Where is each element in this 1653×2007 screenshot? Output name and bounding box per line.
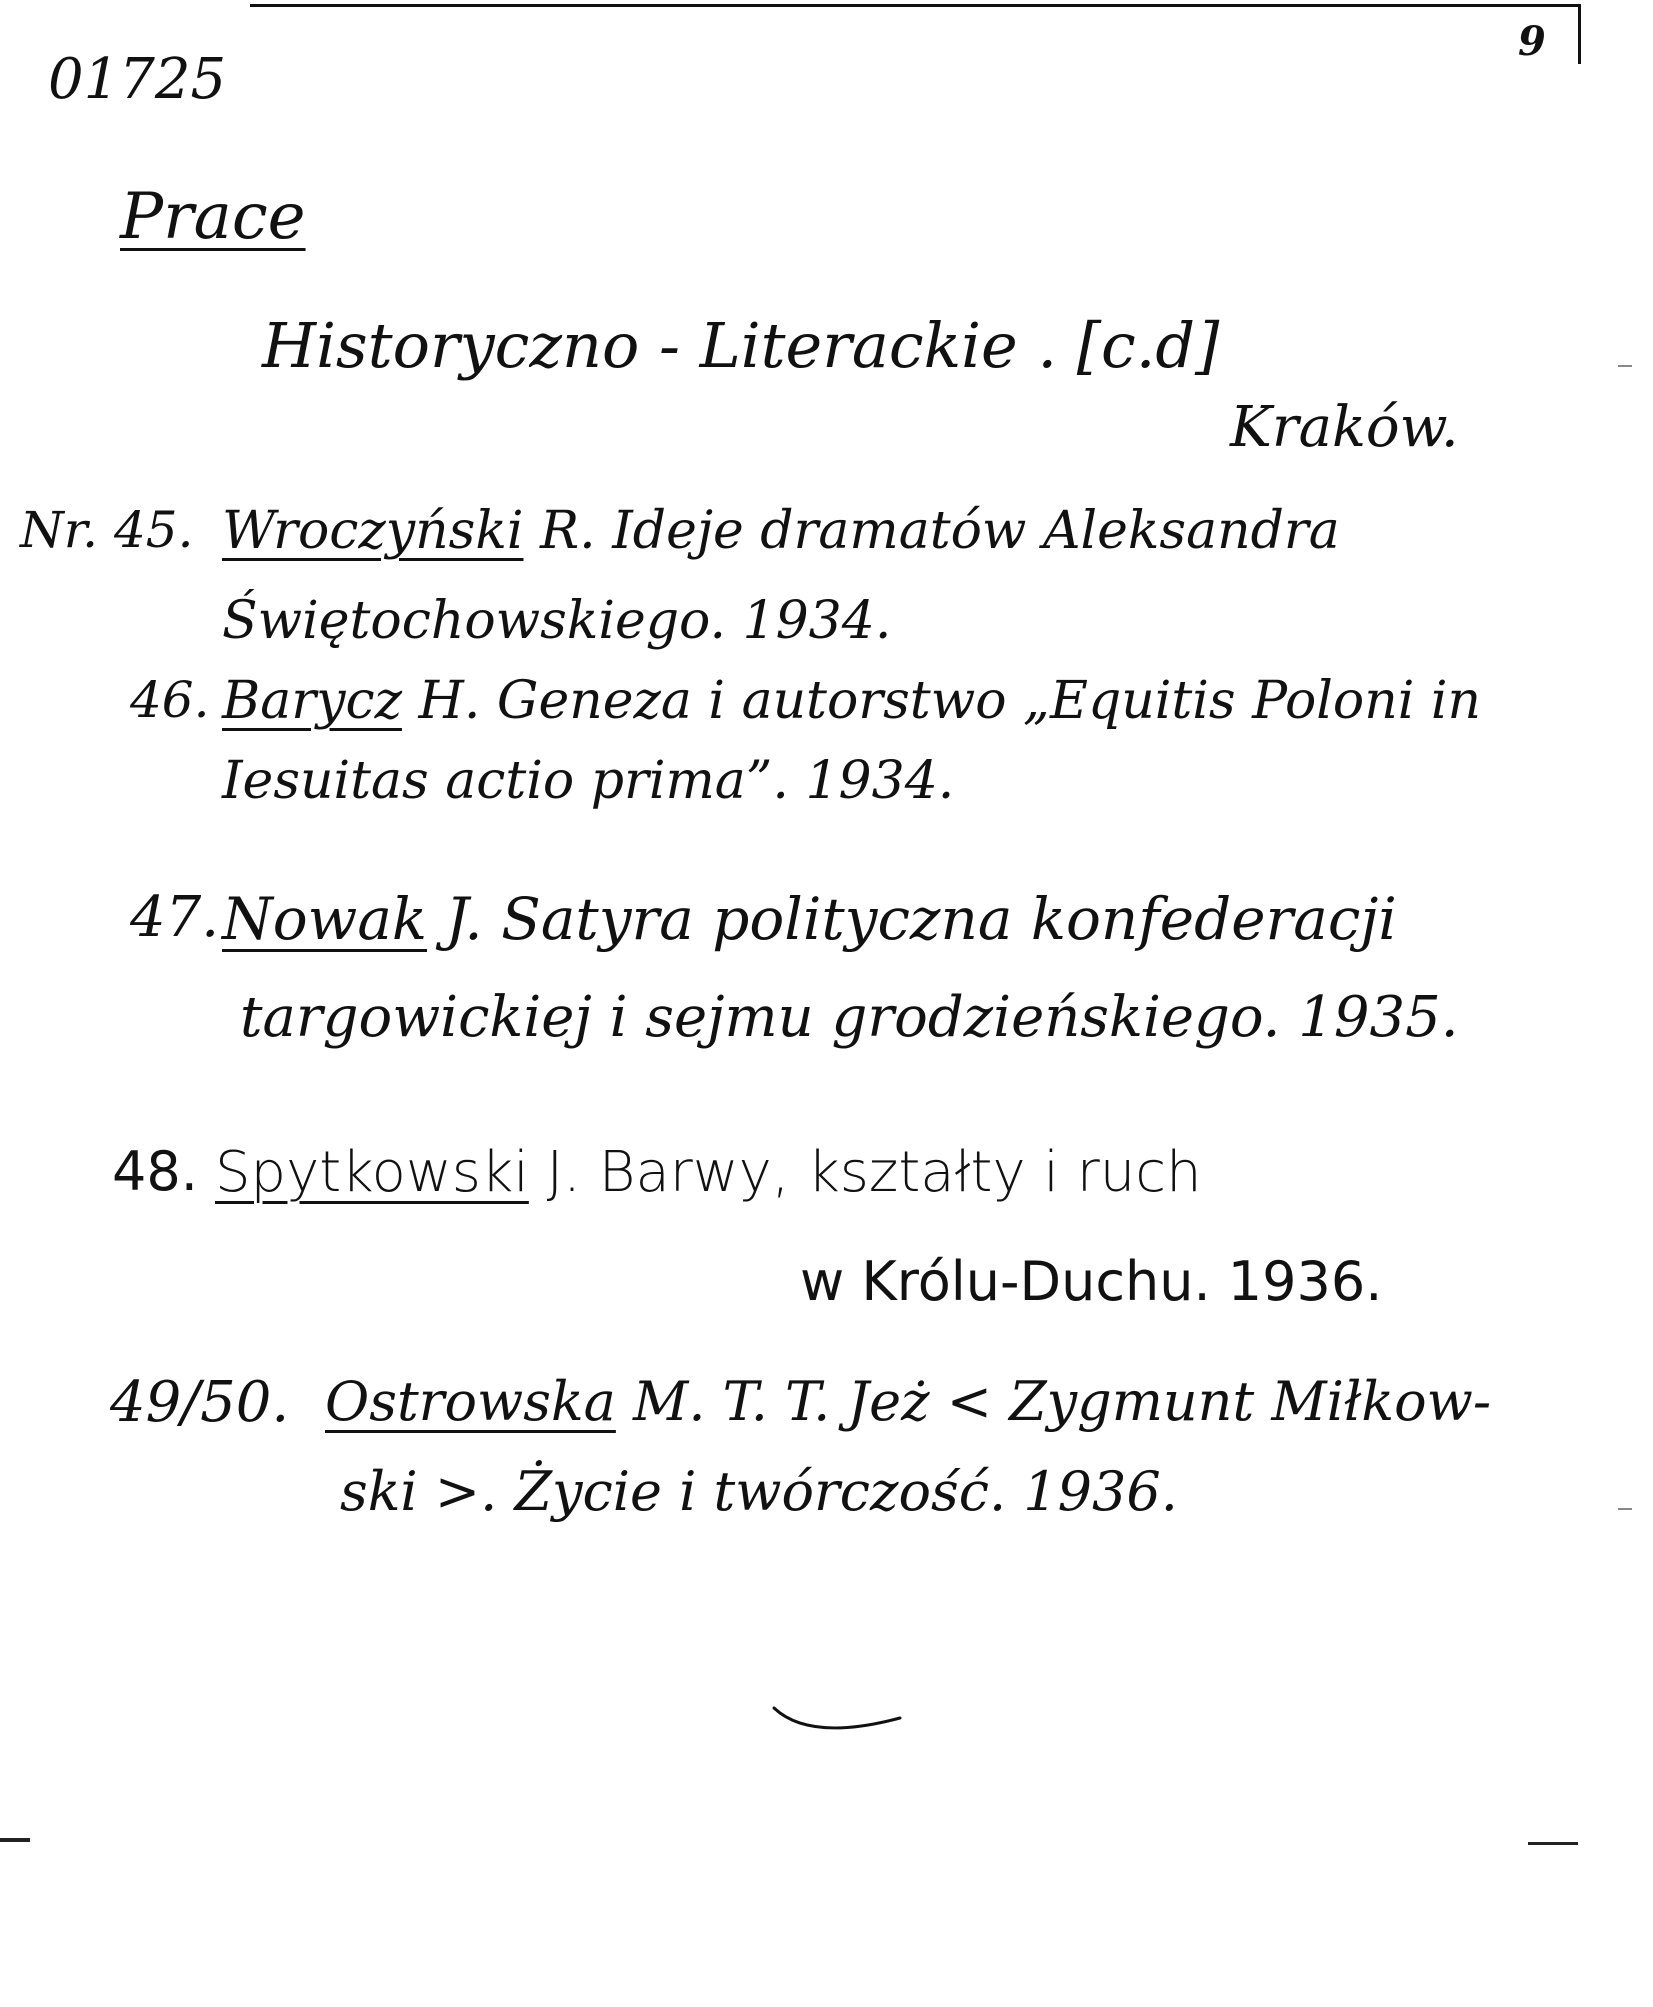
entry-line-2: ski >. Życie i twórczość. 1936. <box>340 1460 1178 1523</box>
entry-author: Spytkowski <box>215 1140 529 1205</box>
edge-punch-mark-right <box>1528 1842 1578 1845</box>
card-frame-right-line <box>1578 4 1581 64</box>
entry-title-part: H. Geneza i autorstwo „Equitis Poloni in <box>401 671 1481 731</box>
place-name: Kraków. <box>1230 395 1459 460</box>
card-frame-top-line <box>250 4 1580 7</box>
entry-title-part: M. T. T. Jeż < Zygmunt Miłkow- <box>615 1370 1492 1433</box>
entry-author: Ostrowska <box>325 1370 616 1433</box>
entry-line-2: targowickiej i sejmu grodzieńskiego. 1935. <box>240 985 1459 1050</box>
entry-number: 48. <box>112 1140 198 1203</box>
entry-line-1 <box>325 1370 1492 1433</box>
entry-line-2: Iesuitas actio prima”. 1934. <box>222 751 955 811</box>
page-number: 9 <box>1518 18 1546 65</box>
card-subheading: Historyczno - Literackie . [c.d] <box>262 309 1220 382</box>
entry-author: Barycz <box>222 671 402 731</box>
entry-line-1 <box>222 671 1481 731</box>
entry-title-part: J. Barwy, kształty i ruch <box>528 1140 1202 1205</box>
entry-number: 47. <box>130 885 220 950</box>
entry-line-1 <box>215 1140 1202 1205</box>
entry-line-1 <box>222 885 1397 953</box>
entry-title-part: J. Satyra polityczna konfederacji <box>427 885 1397 953</box>
entry-number: 46. <box>130 671 210 729</box>
entry-author: Nowak <box>222 885 428 953</box>
entry-title-part: R. Ideje dramatów Aleksandra <box>523 501 1340 561</box>
card-heading: Prace <box>120 180 306 254</box>
entry-line-1 <box>222 501 1340 561</box>
catalog-number: 01725 <box>48 47 227 112</box>
entry-line-2: Świętochowskiego. 1934. <box>222 591 892 651</box>
end-flourish-mark <box>770 1700 910 1750</box>
entry-number: 49/50. <box>110 1370 290 1435</box>
entry-author: Wroczyński <box>222 501 524 561</box>
edge-tick-mark <box>1618 1508 1632 1510</box>
entry-number: Nr. 45. <box>20 501 194 559</box>
entry-line-2: w Królu-Duchu. 1936. <box>800 1250 1383 1313</box>
edge-punch-mark-left <box>0 1838 30 1842</box>
edge-tick-mark <box>1618 365 1632 367</box>
